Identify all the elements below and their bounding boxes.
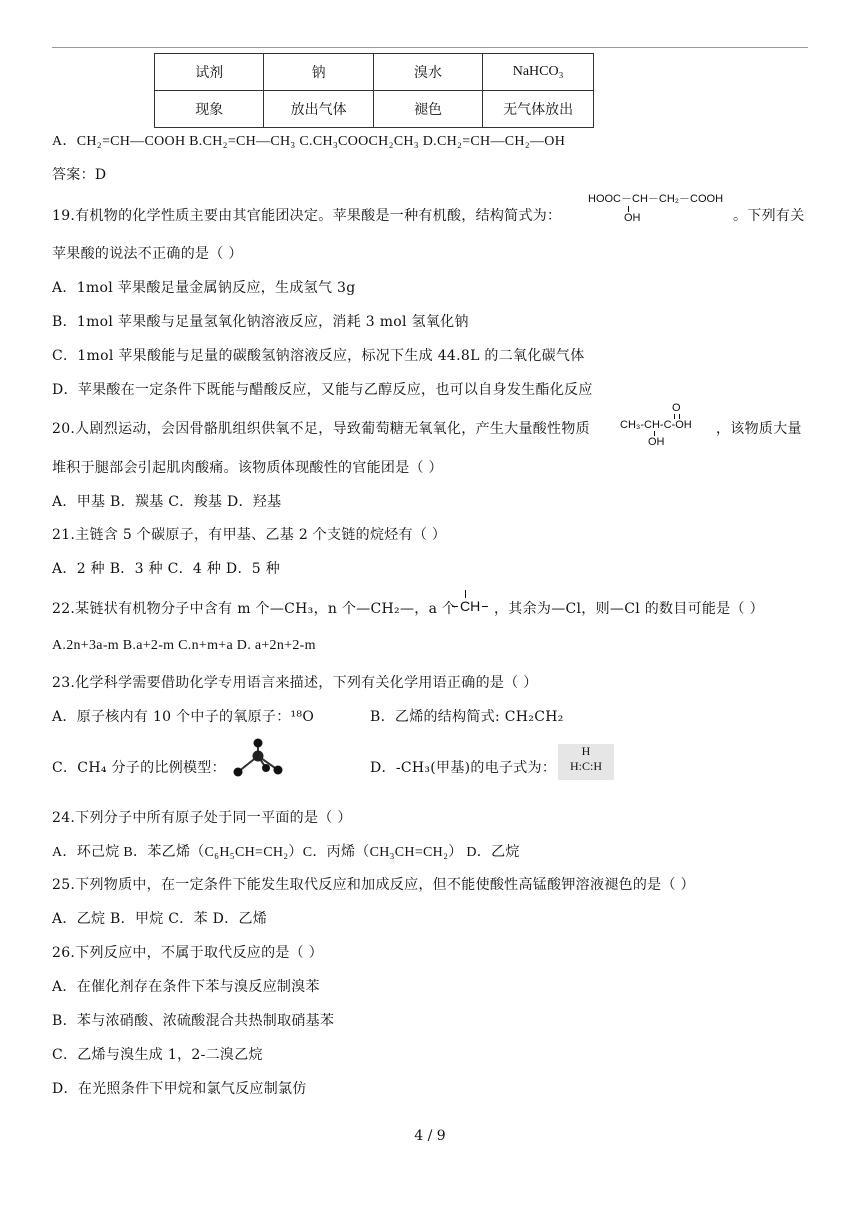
methyl-h-c-h: H:C:H xyxy=(569,759,602,773)
header-rule xyxy=(52,47,808,48)
q23-option-d: D．-CH₃(甲基)的电子式为： xyxy=(370,760,557,776)
lactic-acid-oh: OH xyxy=(648,436,665,448)
table-cell: 褪色 xyxy=(373,91,482,128)
malic-acid-oh: OH xyxy=(624,212,641,224)
bond-line xyxy=(465,590,467,598)
q24-options: A．环己烷 B．苯乙烯（C₆H₅CH=CH₂）C．丙烯（CH₃CH=CH₂） D．乙烷 xyxy=(52,845,520,860)
ch-group-formula xyxy=(452,590,488,614)
table-row xyxy=(155,91,594,128)
q21-options: A．2 种 B．3 种 C．4 种 D．5 种 xyxy=(52,561,281,577)
q20-options: A．甲基 B．羰基 C．羧基 D．羟基 xyxy=(52,494,282,510)
q26-option-d: D．在光照条件下甲烷和氯气反应制氯仿 xyxy=(52,1081,307,1097)
lactic-acid-formula xyxy=(620,402,692,448)
methyl-electron-formula xyxy=(558,744,614,780)
bond-line xyxy=(482,606,488,607)
malic-acid-formula xyxy=(588,193,723,225)
q26-option-b: B．苯与浓硝酸、浓硫酸混合共热制取硝基苯 xyxy=(52,1013,335,1029)
q18-answer: 答案：D xyxy=(52,167,107,183)
q23-option-b: B．乙烯的结构简式: CH₂CH₂ xyxy=(370,709,564,725)
q24-stem: 24.下列分子中所有原子处于同一平面的是（ ） xyxy=(52,810,352,826)
q21-stem: 21.主链含 5 个碳原子，有甲基、乙基 2 个支链的烷烃有（ ） xyxy=(52,527,447,543)
q18-options: A．CH₂=CH—COOH B.CH₂=CH—CH₃ C.CH₃COOCH₂CH₃ D.CH₂=CH—CH₂—OH xyxy=(52,134,566,149)
lactic-acid-main-chain: CH₃-CH-C-OH xyxy=(620,419,692,431)
table-cell: 钠 xyxy=(264,54,373,91)
q22-options: A.2n+3a-m B.a+2-m C.n+m+a D. a+2n+2-m xyxy=(52,638,316,653)
malic-acid-main-chain: HOOC－CH－CH₂－COOH xyxy=(588,193,724,205)
table-cell: NaHCO₃ xyxy=(483,54,594,91)
bond-line xyxy=(452,606,458,607)
q19-option-b: B．1mol 苹果酸与足量氢氧化钠溶液反应，消耗 3 mol 氢氧化钠 xyxy=(52,314,469,330)
q25-options: A．乙烷 B．甲烷 C．苯 D．乙烯 xyxy=(52,911,268,927)
q19-option-a: A．1mol 苹果酸足量金属钠反应，生成氢气 3g xyxy=(52,280,356,296)
q26-stem: 26.下列反应中，不属于取代反应的是（ ） xyxy=(52,945,324,961)
lactic-acid-carbonyl-o: O xyxy=(672,402,681,414)
table-cell: 放出气体 xyxy=(264,91,373,128)
q19-stem-end: 。下列有关 xyxy=(733,208,805,224)
q19-option-d: D．苹果酸在一定条件下既能与醋酸反应，又能与乙醇反应，也可以自身发生酯化反应 xyxy=(52,382,593,398)
q22-stem-end: ，其余为—Cl，则—Cl 的数目可能是（ ） xyxy=(494,601,764,617)
q23-option-a: A．原子核内有 10 个中子的氧原子：¹⁸O xyxy=(52,709,315,725)
table-cell: 无气体放出 xyxy=(483,91,594,128)
q20-stem-end: ，该物质大量 xyxy=(716,421,802,437)
q20-stem: 20.人剧烈运动，会因骨骼肌组织供氧不足，导致葡萄糖无氧氧化，产生大量酸性物质 xyxy=(52,421,590,437)
q26-option-c: C．乙烯与溴生成 1，2-二溴乙烷 xyxy=(52,1047,263,1063)
q19-option-c: C．1mol 苹果酸能与足量的碳酸氢钠溶液反应，标况下生成 44.8L 的二氧化碳气体 xyxy=(52,348,585,364)
q23-option-c: C．CH₄ 分子的比例模型： xyxy=(52,760,226,776)
reagent-table xyxy=(154,53,594,128)
q19-stem-2: 苹果酸的说法不正确的是（ ） xyxy=(52,246,243,262)
q20-stem-2: 堆积于腿部会引起肌肉酸痛。该物质体现酸性的官能团是（ ） xyxy=(52,460,443,476)
ch-group-label: CH xyxy=(460,598,481,614)
table-row xyxy=(155,54,594,91)
table-cell: 溴水 xyxy=(373,54,482,91)
methane-ball-model xyxy=(228,738,290,780)
methyl-h-top: H xyxy=(581,744,591,758)
q25-stem: 25.下列物质中，在一定条件下能发生取代反应和加成反应，但不能使酸性高锰酸钾溶液褪色的是（ ） xyxy=(52,877,695,893)
table-cell: 现象 xyxy=(155,91,264,128)
q22-stem: 22.某链状有机物分子中含有 m 个—CH₃，n 个—CH₂—，a 个 xyxy=(52,601,457,617)
page-number: 4 / 9 xyxy=(414,1128,446,1144)
q19-stem: 19.有机物的化学性质主要由其官能团决定。苹果酸是一种有机酸，结构简式为： xyxy=(52,208,562,224)
q26-option-a: A．在催化剂存在条件下苯与溴反应制溴苯 xyxy=(52,979,320,995)
table-cell: 试剂 xyxy=(155,54,264,91)
q23-stem: 23.化学科学需要借助化学专用语言来描述，下列有关化学用语正确的是（ ） xyxy=(52,675,538,691)
